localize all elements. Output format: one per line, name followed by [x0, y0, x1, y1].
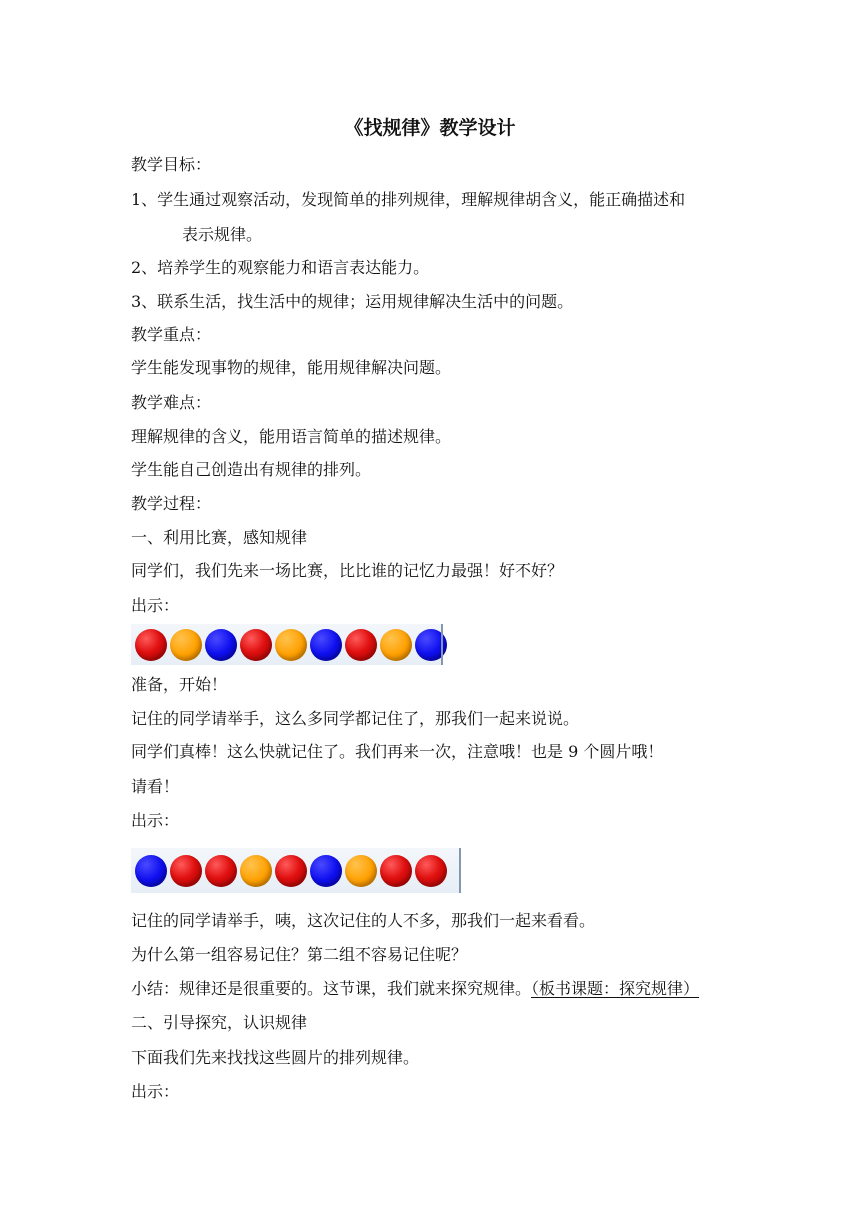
document-title: 《找规律》教学设计: [344, 117, 516, 139]
red-circle: [135, 629, 167, 661]
strip-edge: [459, 848, 461, 893]
section-1-heading: 一、利用比赛，感知规律: [131, 528, 308, 547]
paragraph-competition: 同学们，我们先来一场比赛，比比谁的记忆力最强！好不好？: [131, 561, 564, 580]
orange-circle: [170, 629, 202, 661]
paragraph-raise-hands-1: 记住的同学请举手，这么多同学都记住了，那我们一起来说说。: [131, 709, 580, 728]
circle-sequence-2: [131, 848, 461, 893]
show-label-2: 出示：: [131, 811, 180, 830]
blue-circle: [310, 629, 342, 661]
goal-2: 2、培养学生的观察能力和语言表达能力。: [131, 258, 430, 277]
red-circle: [170, 855, 202, 887]
goal-1-line-2: 表示规律。: [182, 225, 263, 244]
paragraph-look: 请看！: [131, 777, 180, 796]
circle-sequence-1: [131, 624, 443, 665]
paragraph-raise-hands-2: 记住的同学请举手，咦，这次记住的人不多，那我们一起来看看。: [131, 911, 596, 930]
orange-circle: [380, 629, 412, 661]
show-label-3: 出示：: [131, 1082, 180, 1101]
show-label-1: 出示：: [131, 596, 180, 615]
goal-1-line-1: 1、学生通过观察活动，发现简单的排列规律，理解规律胡含义，能正确描述和: [131, 190, 686, 209]
blue-circle: [310, 855, 342, 887]
difficult-points-heading: 教学难点：: [131, 393, 212, 412]
summary-text: 小结：规律还是很重要的。这节课，我们就来探究规律。: [131, 979, 532, 998]
red-circle: [415, 855, 447, 887]
key-points-text: 学生能发现事物的规律，能用规律解决问题。: [131, 358, 452, 377]
key-points-heading: 教学重点：: [131, 325, 212, 344]
orange-circle: [240, 855, 272, 887]
process-heading: 教学过程：: [131, 494, 212, 513]
paragraph-why: 为什么第一组容易记住？第二组不容易记住呢？: [131, 945, 468, 964]
red-circle: [240, 629, 272, 661]
section-2-heading: 二、引导探究，认识规律: [131, 1013, 308, 1032]
difficult-points-text-2: 学生能自己创造出有规律的排列。: [131, 460, 372, 479]
red-circle: [205, 855, 237, 887]
strip-edge: [441, 624, 443, 665]
paragraph-great: 同学们真棒！这么快就记住了。我们再来一次，注意哦！也是 9 个圆片哦！: [131, 742, 664, 761]
blue-circle: [135, 855, 167, 887]
goals-heading: 教学目标：: [131, 155, 212, 174]
paragraph-ready: 准备，开始！: [131, 675, 228, 694]
red-circle: [275, 855, 307, 887]
paragraph-find-pattern: 下面我们先来找找这些圆片的排列规律。: [131, 1048, 420, 1067]
red-circle: [345, 629, 377, 661]
red-circle: [380, 855, 412, 887]
board-title-note: （板书课题：探究规律）: [531, 979, 700, 998]
orange-circle: [345, 855, 377, 887]
goal-3: 3、联系生活，找生活中的规律；运用规律解决生活中的问题。: [131, 292, 574, 311]
blue-circle: [205, 629, 237, 661]
paragraph-summary: [131, 979, 699, 999]
difficult-points-text-1: 理解规律的含义，能用语言简单的描述规律。: [131, 427, 452, 446]
orange-circle: [275, 629, 307, 661]
